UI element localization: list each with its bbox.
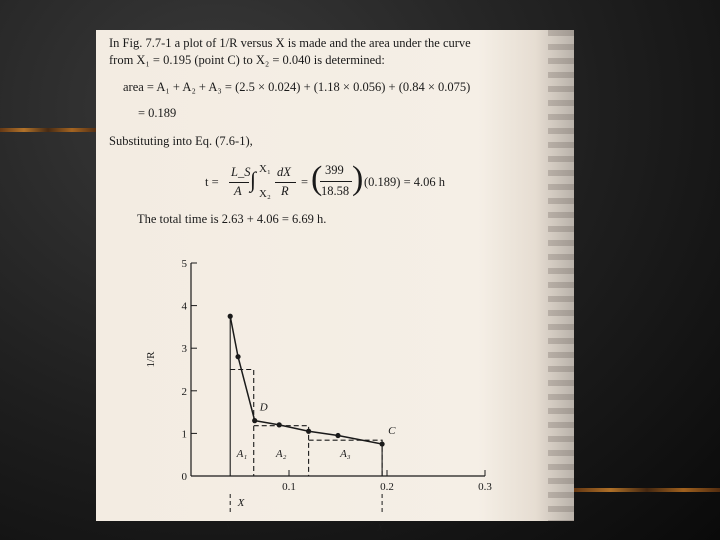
data-point — [335, 433, 340, 438]
r-denominator: R — [281, 184, 289, 198]
total-time-line: The total time is 2.63 + 4.06 = 6.69 h. — [137, 212, 327, 226]
point-label-c: C — [388, 425, 396, 438]
area-denominator: A — [234, 184, 242, 198]
drying-rate-chart — [96, 30, 574, 534]
y-axis-label: 1/R — [145, 351, 157, 368]
point-label-d: D — [259, 401, 268, 414]
data-point — [235, 354, 240, 359]
book-page — [96, 30, 574, 534]
film-streak-left — [0, 128, 96, 132]
drying-curve — [230, 316, 382, 444]
y-tick-label: 0 — [181, 471, 187, 483]
x-marker-label-2: X₁ — [376, 522, 388, 534]
substituting-line: Substituting into Eq. (7.6-1), — [109, 134, 253, 148]
y-tick-label: 3 — [181, 343, 187, 356]
integral-upper-limit: X₁ — [259, 163, 271, 175]
area-label-1: A₁ — [236, 447, 248, 460]
y-tick-label: 4 — [181, 300, 187, 313]
t-rhs: (0.189) = 4.06 h — [364, 175, 445, 189]
x-marker-label-1: X₂ — [224, 522, 236, 534]
data-point — [306, 429, 311, 434]
y-tick-label: 1 — [181, 428, 187, 441]
y-tick-label: 2 — [181, 385, 187, 398]
film-streak-right — [574, 488, 720, 492]
ls-numerator: L_S — [231, 165, 251, 179]
paren-numerator: 399 — [325, 163, 344, 177]
area-label-2: A₂ — [275, 447, 287, 460]
left-paren: ( — [311, 160, 323, 197]
data-point — [252, 418, 257, 423]
paren-denominator: 18.58 — [321, 184, 350, 198]
intro-line-1: In Fig. 7.7-1 a plot of 1/R versus X is made and the area under the curve — [109, 36, 471, 50]
integral-lower-limit: X₂ — [259, 188, 271, 200]
area-rectangle-1 — [230, 370, 254, 477]
right-paren: ) — [352, 160, 364, 197]
t-lhs: t = — [205, 175, 219, 189]
data-point — [277, 422, 282, 427]
equals-sign: = — [301, 175, 309, 189]
area-label-3: A₃ — [340, 447, 351, 460]
x-tick-label: 0.1 — [282, 481, 296, 493]
x-axis-label: X — [237, 497, 245, 509]
x-tick-label: 0.2 — [380, 481, 394, 493]
y-tick-label: 5 — [181, 258, 187, 270]
integral-sign: ∫ — [250, 167, 257, 192]
data-point — [228, 314, 233, 319]
area-equation: area = A₁ + A₂ + A₃ = (2.5 × 0.024) + (1.18 × 0.056) + (0.84 × 0.075) — [123, 80, 471, 94]
x-tick-label: 0.3 — [478, 481, 492, 493]
data-point — [380, 441, 385, 446]
area-result: = 0.189 — [138, 106, 177, 120]
intro-line-2: from X₁ = 0.195 (point C) to X₂ = 0.040 is determined: — [109, 53, 385, 67]
dx-numerator: dX — [277, 165, 291, 179]
